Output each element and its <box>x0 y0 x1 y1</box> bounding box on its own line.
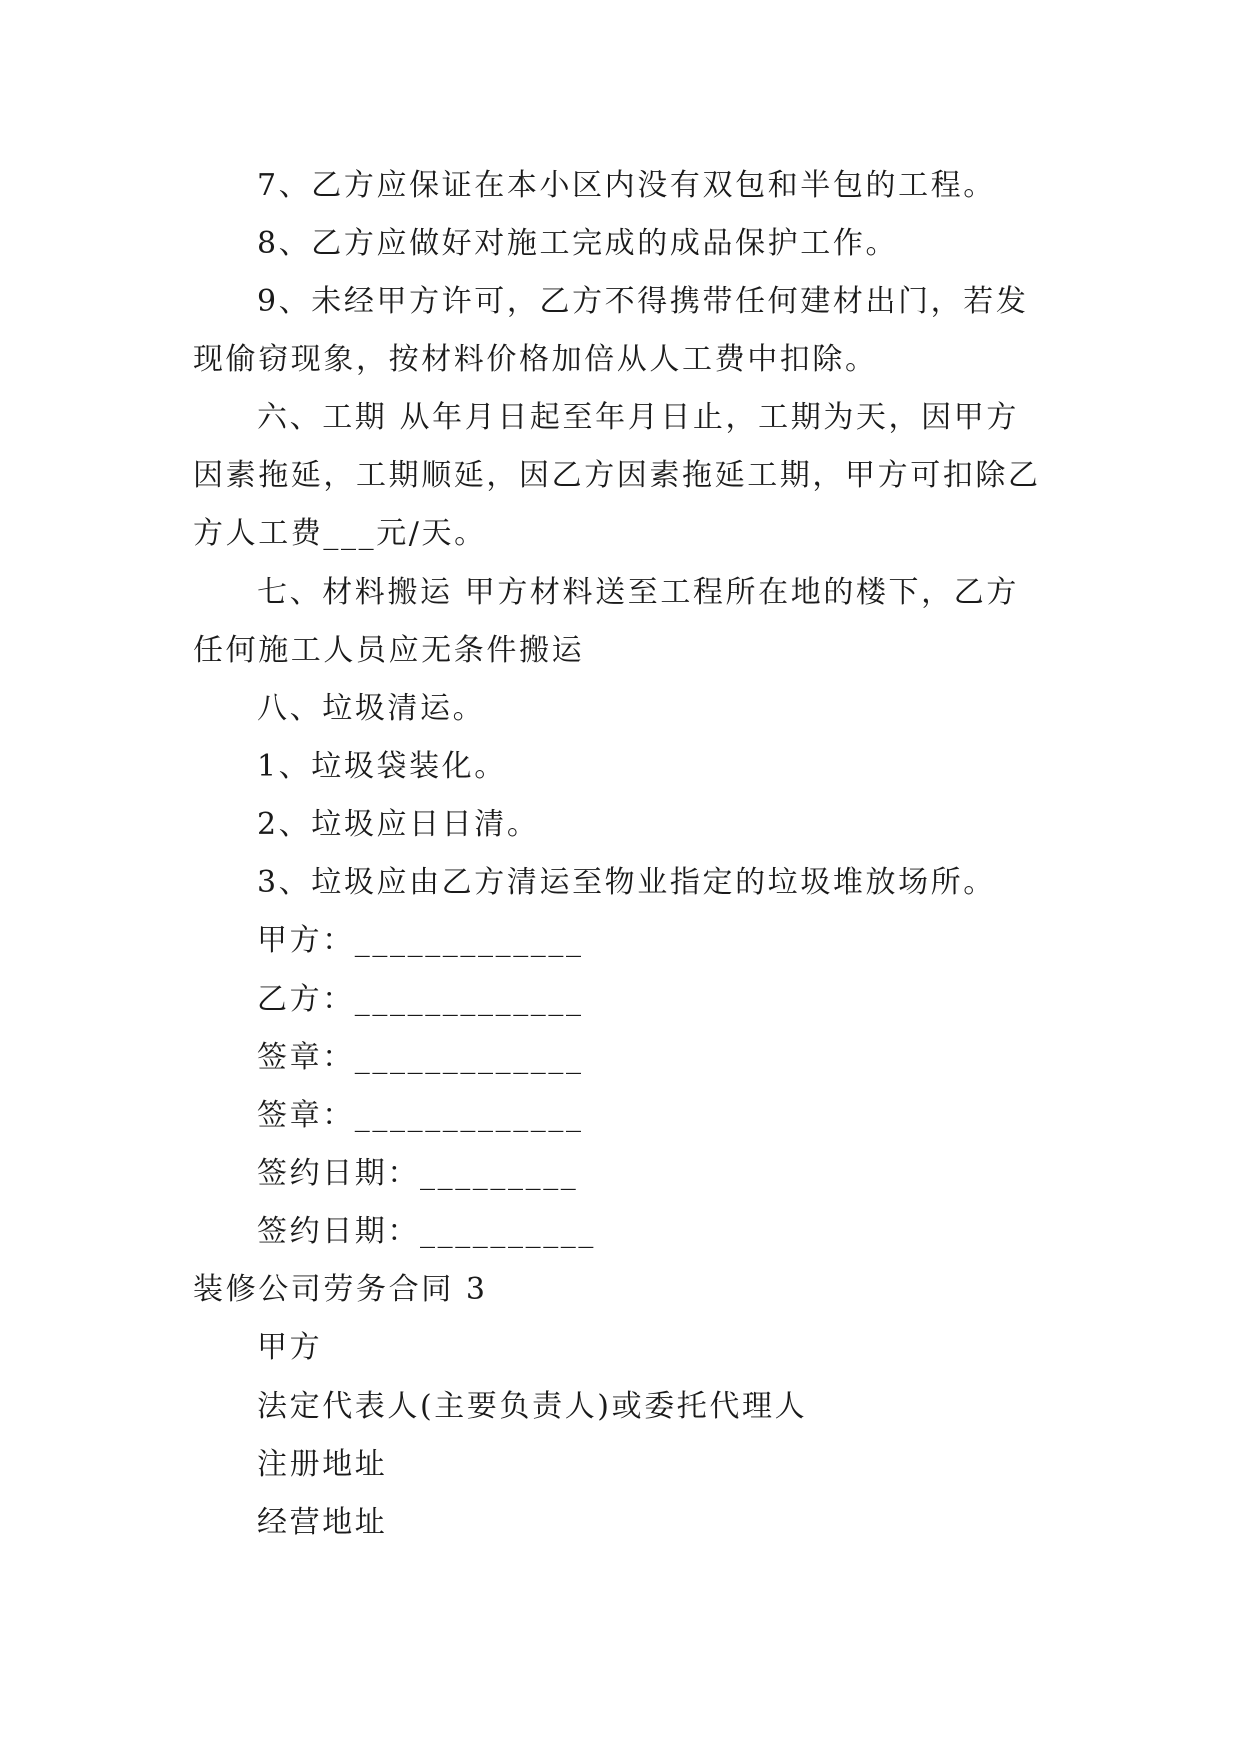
section-8-item-3: 3、垃圾应由乙方清运至物业指定的垃圾堆放场所。 <box>257 865 996 900</box>
party-a-label: 甲方 <box>257 1330 323 1365</box>
section-6-line-2: 因素拖延，工期顺延，因乙方因素拖延工期，甲方可扣除乙 <box>193 458 1041 493</box>
clause-8: 8、乙方应做好对施工完成的成品保护工作。 <box>257 226 899 261</box>
business-address-label: 经营地址 <box>257 1505 388 1540</box>
clause-7: 7、乙方应保证在本小区内没有双包和半包的工程。 <box>257 168 996 203</box>
section-6-line-1: 六、工期 从年月日起至年月日止，工期为天，因甲方 <box>257 400 1019 435</box>
registered-address-label: 注册地址 <box>257 1447 388 1482</box>
seal-line-2: 签章：_____________ <box>257 1098 584 1133</box>
signing-date-2: 签约日期：__________ <box>257 1214 596 1249</box>
section-8-item-1: 1、垃圾袋装化。 <box>257 749 507 784</box>
section-7-line-2: 任何施工人员应无条件搬运 <box>193 633 585 668</box>
section-6-line-3: 方人工费___元/天。 <box>193 516 487 551</box>
section-8-item-2: 2、垃圾应日日清。 <box>257 807 540 842</box>
legal-representative-label: 法定代表人(主要负责人)或委托代理人 <box>257 1389 808 1424</box>
section-7-line-1: 七、材料搬运 甲方材料送至工程所在地的楼下，乙方 <box>257 575 1019 610</box>
section-8-heading: 八、垃圾清运。 <box>257 691 486 726</box>
signature-party-b: 乙方：_____________ <box>257 982 584 1017</box>
signature-party-a: 甲方：_____________ <box>257 923 584 958</box>
clause-9-line-1: 9、未经甲方许可，乙方不得携带任何建材出门，若发 <box>257 284 1029 319</box>
signing-date-1: 签约日期：_________ <box>257 1156 579 1191</box>
seal-line-1: 签章：_____________ <box>257 1040 584 1075</box>
contract-3-title: 装修公司劳务合同 3 <box>193 1272 488 1307</box>
clause-9-line-2: 现偷窃现象，按材料价格加倍从人工费中扣除。 <box>193 342 878 377</box>
